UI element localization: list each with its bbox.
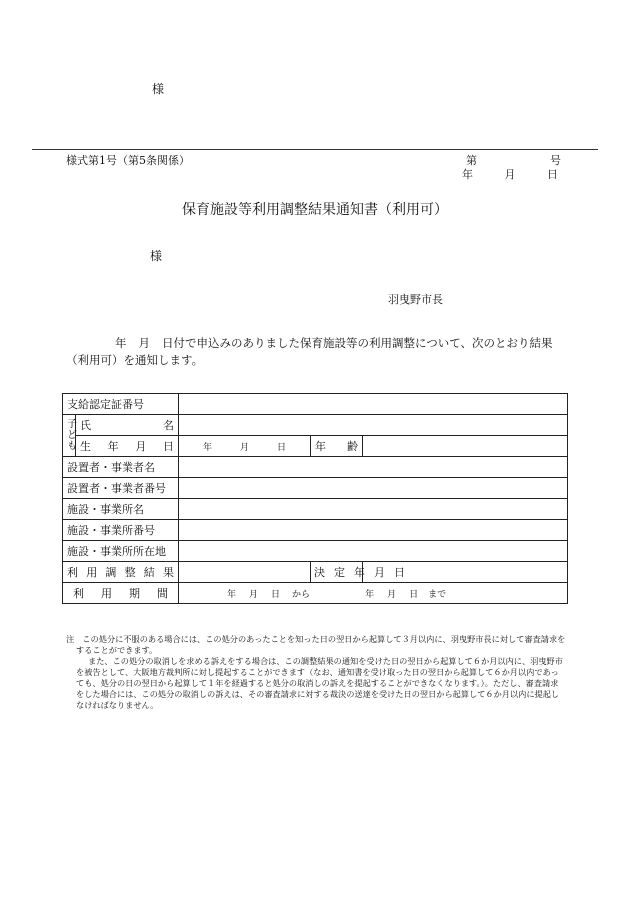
value-facility-name bbox=[179, 499, 568, 520]
label-facility-name: 施設・事業所名 bbox=[63, 499, 179, 520]
value-age bbox=[363, 436, 568, 457]
value-facility-address bbox=[179, 541, 568, 562]
row-cert-number bbox=[63, 394, 568, 415]
date-day: 日 bbox=[547, 168, 558, 181]
label-facility-number: 施設・事業所番号 bbox=[63, 520, 179, 541]
row-result bbox=[63, 562, 568, 583]
notes bbox=[66, 634, 566, 711]
label-decision-date: 決 定 年 月 日 bbox=[311, 562, 363, 583]
date-month: 月 bbox=[504, 168, 516, 181]
date-year: 年 bbox=[462, 168, 473, 181]
value-result bbox=[179, 562, 311, 583]
row-child-name bbox=[63, 415, 568, 436]
row-facility-name bbox=[63, 499, 568, 520]
value-operator-number bbox=[179, 478, 568, 499]
row-operator-name bbox=[63, 457, 568, 478]
number-prefix: 第 bbox=[466, 154, 477, 167]
label-result: 利 用 調 整 結 果 bbox=[63, 562, 179, 583]
row-facility-address bbox=[63, 541, 568, 562]
label-operator-number: 設置者・事業者番号 bbox=[63, 478, 179, 499]
value-birth-date: 年 月 日 bbox=[179, 436, 311, 457]
value-facility-number bbox=[179, 520, 568, 541]
body-month: 月 bbox=[138, 336, 150, 350]
row-period bbox=[63, 583, 568, 604]
label-facility-address: 施設・事業所所在地 bbox=[63, 541, 179, 562]
value-cert-number bbox=[179, 394, 568, 415]
form-number: 様式第1号（第5条関係） bbox=[66, 154, 190, 167]
body-paragraph bbox=[66, 335, 568, 369]
value-operator-name bbox=[179, 457, 568, 478]
value-name bbox=[179, 415, 568, 436]
row-operator-number bbox=[63, 478, 568, 499]
label-operator-name: 設置者・事業者名 bbox=[63, 457, 179, 478]
label-period: 利 用 期 間 bbox=[63, 583, 179, 604]
note-2: また、この処分の取消しを求める訴えをする場合は、この調整結果の通知を受けた日の翌日から起算して６か月以内に、羽曳野市を被告として、大阪地方裁判所に対し提起することができます（なお、通知書を受け取った日の翌日から起算して６か月以内であっても、処分の日の翌日から起算して１年を経過すると処分の取消しの訴えを提起することができなくなります。）。ただし、審査請求をした場合には、この処分の取消しの訴えは、その審査請求に対する裁決の送達を受けた日の翌日から起算して６か月以内に提起しなければなりません。 bbox=[76, 656, 563, 710]
addressee: 様 bbox=[150, 249, 163, 263]
note-1: 注 この処分に不服のある場合には、この処分のあったことを知った日の翌日から起算して３月以内に、羽曳野市長に対して審査請求をすることができます。 bbox=[66, 634, 566, 655]
addressee-top: 様 bbox=[152, 82, 165, 96]
body-rest: 日付で申込みのありました保育施設等の利用調整について、次のとおり結果（利用可）を通知します。 bbox=[66, 336, 553, 367]
label-birth: 生 年 月 日 bbox=[76, 436, 179, 457]
label-age: 年 齢 bbox=[311, 436, 363, 457]
info-table bbox=[62, 393, 568, 604]
number-suffix: 号 bbox=[550, 154, 561, 167]
label-child: 子 ど も bbox=[63, 415, 76, 457]
label-cert-number: 支給認定証番号 bbox=[63, 394, 179, 415]
row-child-birth bbox=[63, 436, 568, 457]
body-year: 年 bbox=[115, 336, 127, 350]
separator-line bbox=[32, 149, 598, 150]
document-title: 保育施設等利用調整結果通知書（利用可） bbox=[182, 202, 448, 218]
issue-date bbox=[462, 166, 558, 182]
label-name: 氏 名 bbox=[76, 415, 179, 436]
issuer: 羽曳野市長 bbox=[388, 293, 443, 306]
value-period: 年 月 日 から 年 月 日 まで bbox=[179, 583, 568, 604]
row-facility-number bbox=[63, 520, 568, 541]
